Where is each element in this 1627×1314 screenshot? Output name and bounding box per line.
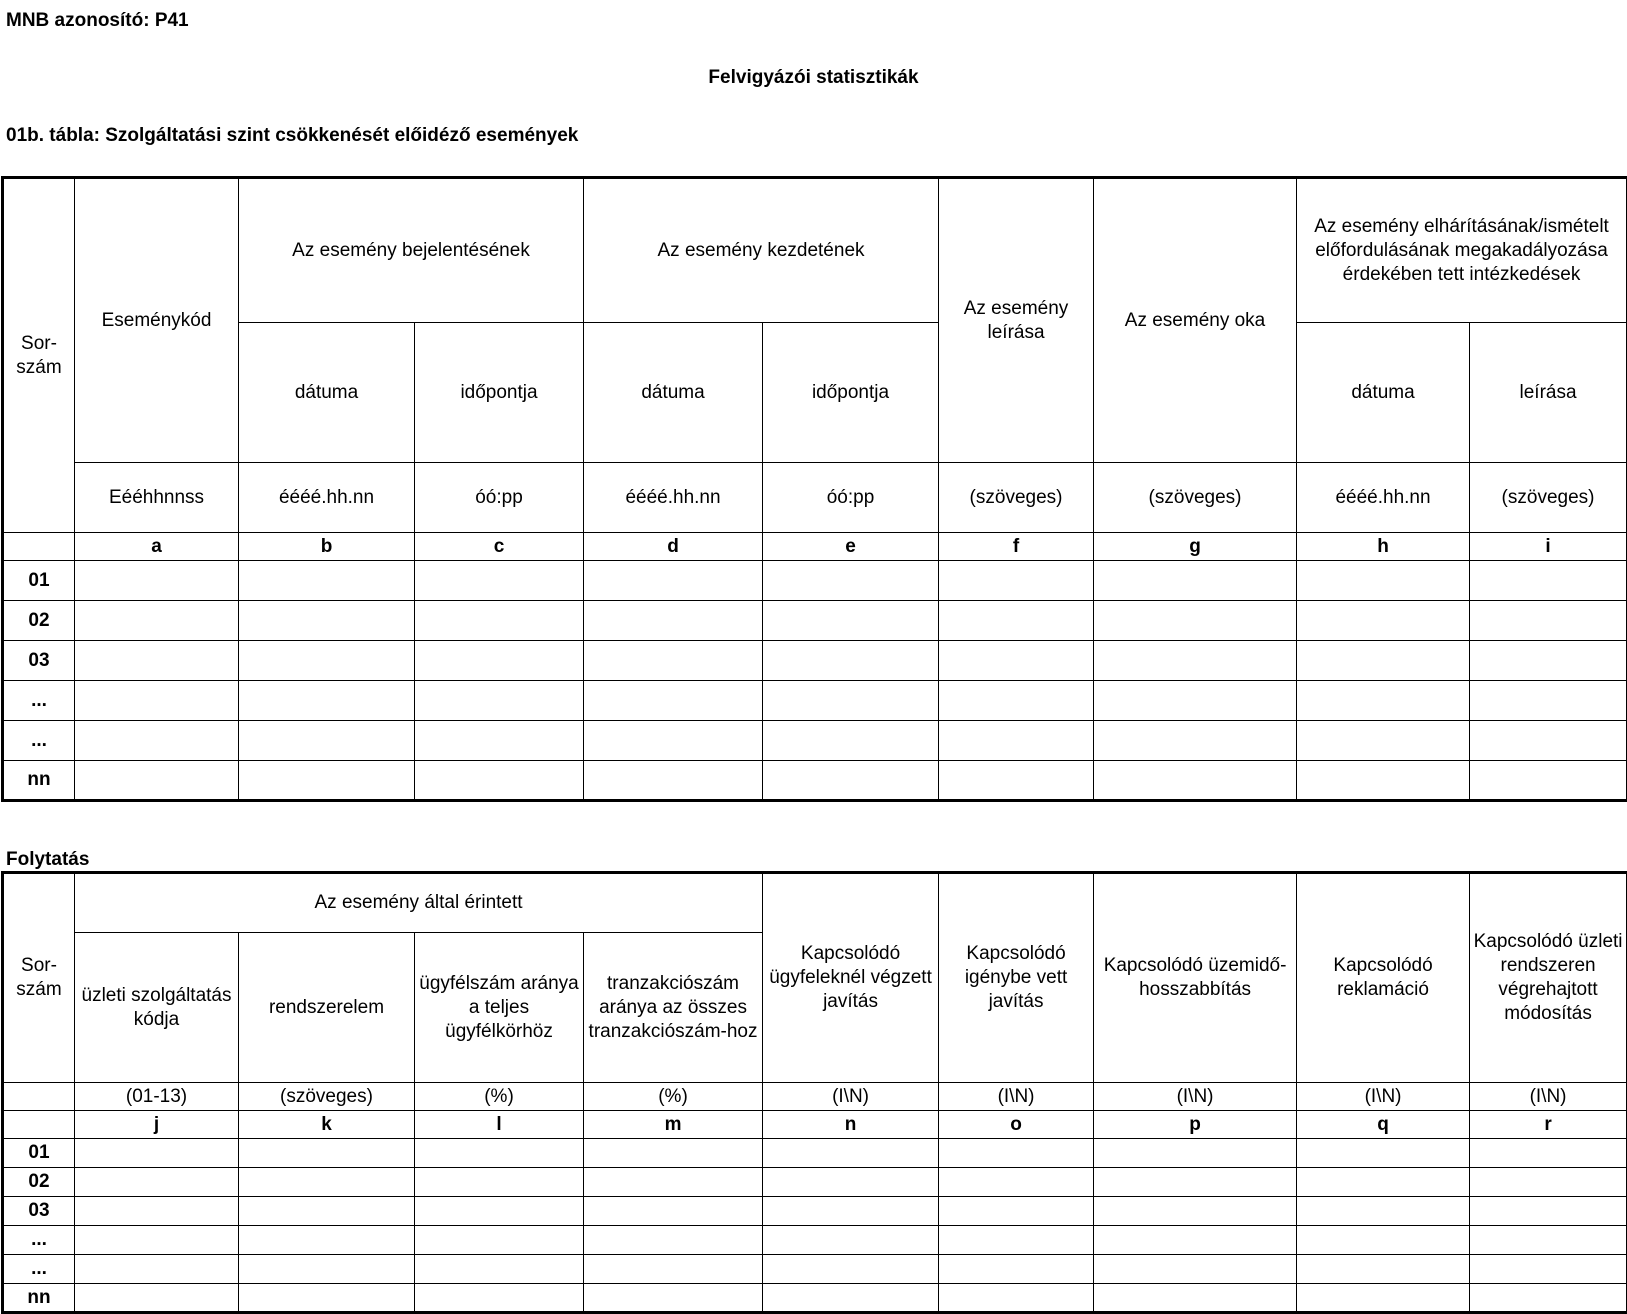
data-cell[interactable] xyxy=(1094,1139,1297,1168)
data-cell[interactable] xyxy=(939,761,1094,801)
data-cell[interactable] xyxy=(1470,1255,1627,1284)
kezdet-datuma-header: dátuma xyxy=(584,323,763,463)
data-cell[interactable] xyxy=(584,561,763,601)
data-cell[interactable] xyxy=(939,721,1094,761)
row-number: ... xyxy=(3,681,75,721)
row-number: ... xyxy=(3,721,75,761)
table-row xyxy=(3,721,1627,761)
column-letter: k xyxy=(239,1111,415,1139)
kezdet-idopontja-header: időpontja xyxy=(763,323,939,463)
data-cell[interactable] xyxy=(75,1226,239,1255)
data-cell[interactable] xyxy=(584,681,763,721)
data-cell[interactable] xyxy=(939,1284,1094,1313)
data-cell[interactable] xyxy=(1094,641,1297,681)
data-cell[interactable] xyxy=(584,1197,763,1226)
data-cell[interactable] xyxy=(415,1139,584,1168)
unit-cell: (I\N) xyxy=(763,1083,939,1111)
data-cell[interactable] xyxy=(584,641,763,681)
elharitas-leirasa-header: leírása xyxy=(1470,323,1627,463)
data-cell[interactable] xyxy=(415,1255,584,1284)
row-number: nn xyxy=(3,761,75,801)
column-letter: c xyxy=(415,533,584,561)
data-cell[interactable] xyxy=(1470,1168,1627,1197)
data-cell[interactable] xyxy=(239,641,415,681)
data-cell[interactable] xyxy=(1470,721,1627,761)
page-title: Felvigyázói statisztikák xyxy=(0,67,1627,89)
data-cell[interactable] xyxy=(584,1255,763,1284)
unit-cell: (szöveges) xyxy=(939,463,1094,533)
data-cell[interactable] xyxy=(1470,601,1627,641)
table-row xyxy=(3,1255,1627,1284)
data-cell[interactable] xyxy=(415,681,584,721)
data-cell[interactable] xyxy=(763,641,939,681)
data-cell[interactable] xyxy=(239,761,415,801)
data-cell[interactable] xyxy=(1094,1284,1297,1313)
table-row xyxy=(3,1139,1627,1168)
letter-spacer xyxy=(3,533,75,561)
data-cell[interactable] xyxy=(1094,1197,1297,1226)
data-cell[interactable] xyxy=(584,761,763,801)
column-letter: r xyxy=(1470,1111,1627,1139)
unit-cell: (%) xyxy=(415,1083,584,1111)
bejelentes-header: Az esemény bejelentésének xyxy=(239,178,584,323)
data-cell[interactable] xyxy=(763,681,939,721)
data-cell[interactable] xyxy=(415,561,584,601)
data-cell[interactable] xyxy=(239,681,415,721)
data-cell[interactable] xyxy=(1094,1255,1297,1284)
data-cell[interactable] xyxy=(939,601,1094,641)
table-row xyxy=(3,641,1627,681)
data-cell[interactable] xyxy=(939,1226,1094,1255)
data-cell[interactable] xyxy=(1470,1139,1627,1168)
row-number: 02 xyxy=(3,601,75,641)
data-cell[interactable] xyxy=(75,641,239,681)
data-cell[interactable] xyxy=(763,1226,939,1255)
bejelentes-datuma-header: dátuma xyxy=(239,323,415,463)
data-cell[interactable] xyxy=(584,1139,763,1168)
data-cell[interactable] xyxy=(763,1139,939,1168)
unit-cell: éééé.hh.nn xyxy=(584,463,763,533)
sorszam-header: Sor-szám xyxy=(3,873,75,1083)
data-cell[interactable] xyxy=(1094,1168,1297,1197)
data-cell[interactable] xyxy=(1094,601,1297,641)
data-cell[interactable] xyxy=(763,561,939,601)
unit-cell: óó:pp xyxy=(415,463,584,533)
data-cell[interactable] xyxy=(1094,761,1297,801)
data-cell[interactable] xyxy=(1470,641,1627,681)
data-cell[interactable] xyxy=(939,681,1094,721)
sorszam-header: Sor-szám xyxy=(3,178,75,533)
data-cell[interactable] xyxy=(415,1168,584,1197)
unit-cell: (01-13) xyxy=(75,1083,239,1111)
data-cell[interactable] xyxy=(763,1197,939,1226)
unit-cell: (szöveges) xyxy=(1470,463,1627,533)
data-cell[interactable] xyxy=(1470,681,1627,721)
row-number: 01 xyxy=(3,1139,75,1168)
elharitas-datuma-header: dátuma xyxy=(1297,323,1470,463)
data-cell[interactable] xyxy=(75,721,239,761)
data-cell[interactable] xyxy=(584,601,763,641)
oka-header: Az esemény oka xyxy=(1094,178,1297,463)
data-cell[interactable] xyxy=(1297,761,1470,801)
reklamacio-header: Kapcsolódó reklamáció xyxy=(1297,873,1470,1083)
table-row xyxy=(3,561,1627,601)
data-cell[interactable] xyxy=(239,1139,415,1168)
data-cell[interactable] xyxy=(1094,561,1297,601)
data-cell[interactable] xyxy=(239,1168,415,1197)
data-cell[interactable] xyxy=(763,1168,939,1197)
uzemido-header: Kapcsolódó üzemidő-hosszabbítás xyxy=(1094,873,1297,1083)
data-cell[interactable] xyxy=(763,1284,939,1313)
data-cell[interactable] xyxy=(75,761,239,801)
data-cell[interactable] xyxy=(1297,1255,1470,1284)
data-cell[interactable] xyxy=(584,1226,763,1255)
data-cell[interactable] xyxy=(584,1284,763,1313)
unit-spacer xyxy=(3,1083,75,1111)
table-row xyxy=(3,1168,1627,1197)
data-cell[interactable] xyxy=(939,1255,1094,1284)
data-cell[interactable] xyxy=(763,761,939,801)
data-cell[interactable] xyxy=(1470,1284,1627,1313)
table-title: 01b. tábla: Szolgáltatási szint csökkenését előidéző események xyxy=(6,125,578,147)
javitas-igeny-header: Kapcsolódó igénybe vett javítás xyxy=(939,873,1094,1083)
affected-table xyxy=(1,871,1627,1314)
data-cell[interactable] xyxy=(584,721,763,761)
data-cell[interactable] xyxy=(239,561,415,601)
data-cell[interactable] xyxy=(939,1197,1094,1226)
column-letter: i xyxy=(1470,533,1627,561)
table-row xyxy=(3,681,1627,721)
ugyfelszam-header: ügyfélszám aránya a teljes ügyfélkörhöz xyxy=(415,933,584,1083)
data-cell[interactable] xyxy=(1297,561,1470,601)
row-number: ... xyxy=(3,1255,75,1284)
table-row xyxy=(3,601,1627,641)
data-cell[interactable] xyxy=(415,721,584,761)
column-letter: l xyxy=(415,1111,584,1139)
column-letter: b xyxy=(239,533,415,561)
column-letter: m xyxy=(584,1111,763,1139)
data-cell[interactable] xyxy=(75,681,239,721)
data-cell[interactable] xyxy=(75,1284,239,1313)
data-cell[interactable] xyxy=(415,601,584,641)
kezdet-header: Az esemény kezdetének xyxy=(584,178,939,323)
row-number: 03 xyxy=(3,1197,75,1226)
data-cell[interactable] xyxy=(1094,1226,1297,1255)
data-cell[interactable] xyxy=(239,721,415,761)
column-letter: e xyxy=(763,533,939,561)
data-cell[interactable] xyxy=(239,1255,415,1284)
data-cell[interactable] xyxy=(415,641,584,681)
data-cell[interactable] xyxy=(1297,1226,1470,1255)
data-cell[interactable] xyxy=(1297,641,1470,681)
column-letter: f xyxy=(939,533,1094,561)
row-number: 02 xyxy=(3,1168,75,1197)
letter-spacer xyxy=(3,1111,75,1139)
data-cell[interactable] xyxy=(763,721,939,761)
data-cell[interactable] xyxy=(939,1168,1094,1197)
data-cell[interactable] xyxy=(239,1284,415,1313)
row-number: nn xyxy=(3,1284,75,1313)
data-cell[interactable] xyxy=(939,641,1094,681)
data-cell[interactable] xyxy=(239,1197,415,1226)
data-cell[interactable] xyxy=(239,601,415,641)
bejelentes-idopontja-header: időpontja xyxy=(415,323,584,463)
data-cell[interactable] xyxy=(415,1226,584,1255)
column-letter: q xyxy=(1297,1111,1470,1139)
data-cell[interactable] xyxy=(1297,1284,1470,1313)
data-cell[interactable] xyxy=(763,601,939,641)
unit-cell: (I\N) xyxy=(1297,1083,1470,1111)
unit-cell: (szöveges) xyxy=(1094,463,1297,533)
data-cell[interactable] xyxy=(1470,1197,1627,1226)
table-row xyxy=(3,761,1627,801)
esemenykod-header: Eseménykód xyxy=(75,178,239,463)
unit-cell: éééé.hh.nn xyxy=(239,463,415,533)
data-cell[interactable] xyxy=(763,1255,939,1284)
erintett-header: Az esemény által érintett xyxy=(75,873,763,933)
column-letter: d xyxy=(584,533,763,561)
column-letter: o xyxy=(939,1111,1094,1139)
column-letter: h xyxy=(1297,533,1470,561)
rendszerelem-header: rendszerelem xyxy=(239,933,415,1083)
data-cell[interactable] xyxy=(1470,561,1627,601)
data-cell[interactable] xyxy=(1094,721,1297,761)
unit-cell: (I\N) xyxy=(1094,1083,1297,1111)
data-cell[interactable] xyxy=(239,1226,415,1255)
data-cell[interactable] xyxy=(75,1139,239,1168)
data-cell[interactable] xyxy=(939,561,1094,601)
mnb-id: MNB azonosító: P41 xyxy=(6,10,189,32)
unit-cell: óó:pp xyxy=(763,463,939,533)
data-cell[interactable] xyxy=(1297,721,1470,761)
data-cell[interactable] xyxy=(1297,601,1470,641)
data-cell[interactable] xyxy=(75,1168,239,1197)
data-cell[interactable] xyxy=(75,561,239,601)
data-cell[interactable] xyxy=(415,761,584,801)
data-cell[interactable] xyxy=(75,1197,239,1226)
row-number: 03 xyxy=(3,641,75,681)
data-cell[interactable] xyxy=(584,1168,763,1197)
modositas-header: Kapcsolódó üzleti rendszeren végrehajtott módosítás xyxy=(1470,873,1627,1083)
events-table xyxy=(1,176,1627,802)
data-cell[interactable] xyxy=(75,1255,239,1284)
unit-cell: Eééhhnnss xyxy=(75,463,239,533)
uzleti-kod-header: üzleti szolgáltatás kódja xyxy=(75,933,239,1083)
unit-cell: (szöveges) xyxy=(239,1083,415,1111)
data-cell[interactable] xyxy=(939,1139,1094,1168)
unit-cell: éééé.hh.nn xyxy=(1297,463,1470,533)
data-cell[interactable] xyxy=(1470,761,1627,801)
table-row xyxy=(3,1284,1627,1313)
data-cell[interactable] xyxy=(415,1284,584,1313)
javitas-ugyfel-header: Kapcsolódó ügyfeleknél végzett javítás xyxy=(763,873,939,1083)
column-letter: g xyxy=(1094,533,1297,561)
row-number: ... xyxy=(3,1226,75,1255)
leiras-header: Az esemény leírása xyxy=(939,178,1094,463)
row-number: 01 xyxy=(3,561,75,601)
table-row xyxy=(3,1226,1627,1255)
elharitas-header: Az esemény elhárításának/ismételt előfordulásának megakadályozása érdekében tett intézkedések xyxy=(1297,178,1627,323)
unit-cell: (I\N) xyxy=(939,1083,1094,1111)
column-letter: a xyxy=(75,533,239,561)
table-row xyxy=(3,1197,1627,1226)
data-cell[interactable] xyxy=(1297,681,1470,721)
unit-cell: (%) xyxy=(584,1083,763,1111)
tranzakcio-header: tranzakciószám aránya az összes tranzakciószám-hoz xyxy=(584,933,763,1083)
data-cell[interactable] xyxy=(1094,681,1297,721)
column-letter: n xyxy=(763,1111,939,1139)
data-cell[interactable] xyxy=(75,601,239,641)
continuation-label: Folytatás xyxy=(6,849,89,871)
data-cell[interactable] xyxy=(415,1197,584,1226)
data-cell[interactable] xyxy=(1470,1226,1627,1255)
data-cell[interactable] xyxy=(1297,1168,1470,1197)
column-letter: p xyxy=(1094,1111,1297,1139)
data-cell[interactable] xyxy=(1297,1139,1470,1168)
data-cell[interactable] xyxy=(1297,1197,1470,1226)
unit-cell: (I\N) xyxy=(1470,1083,1627,1111)
column-letter: j xyxy=(75,1111,239,1139)
